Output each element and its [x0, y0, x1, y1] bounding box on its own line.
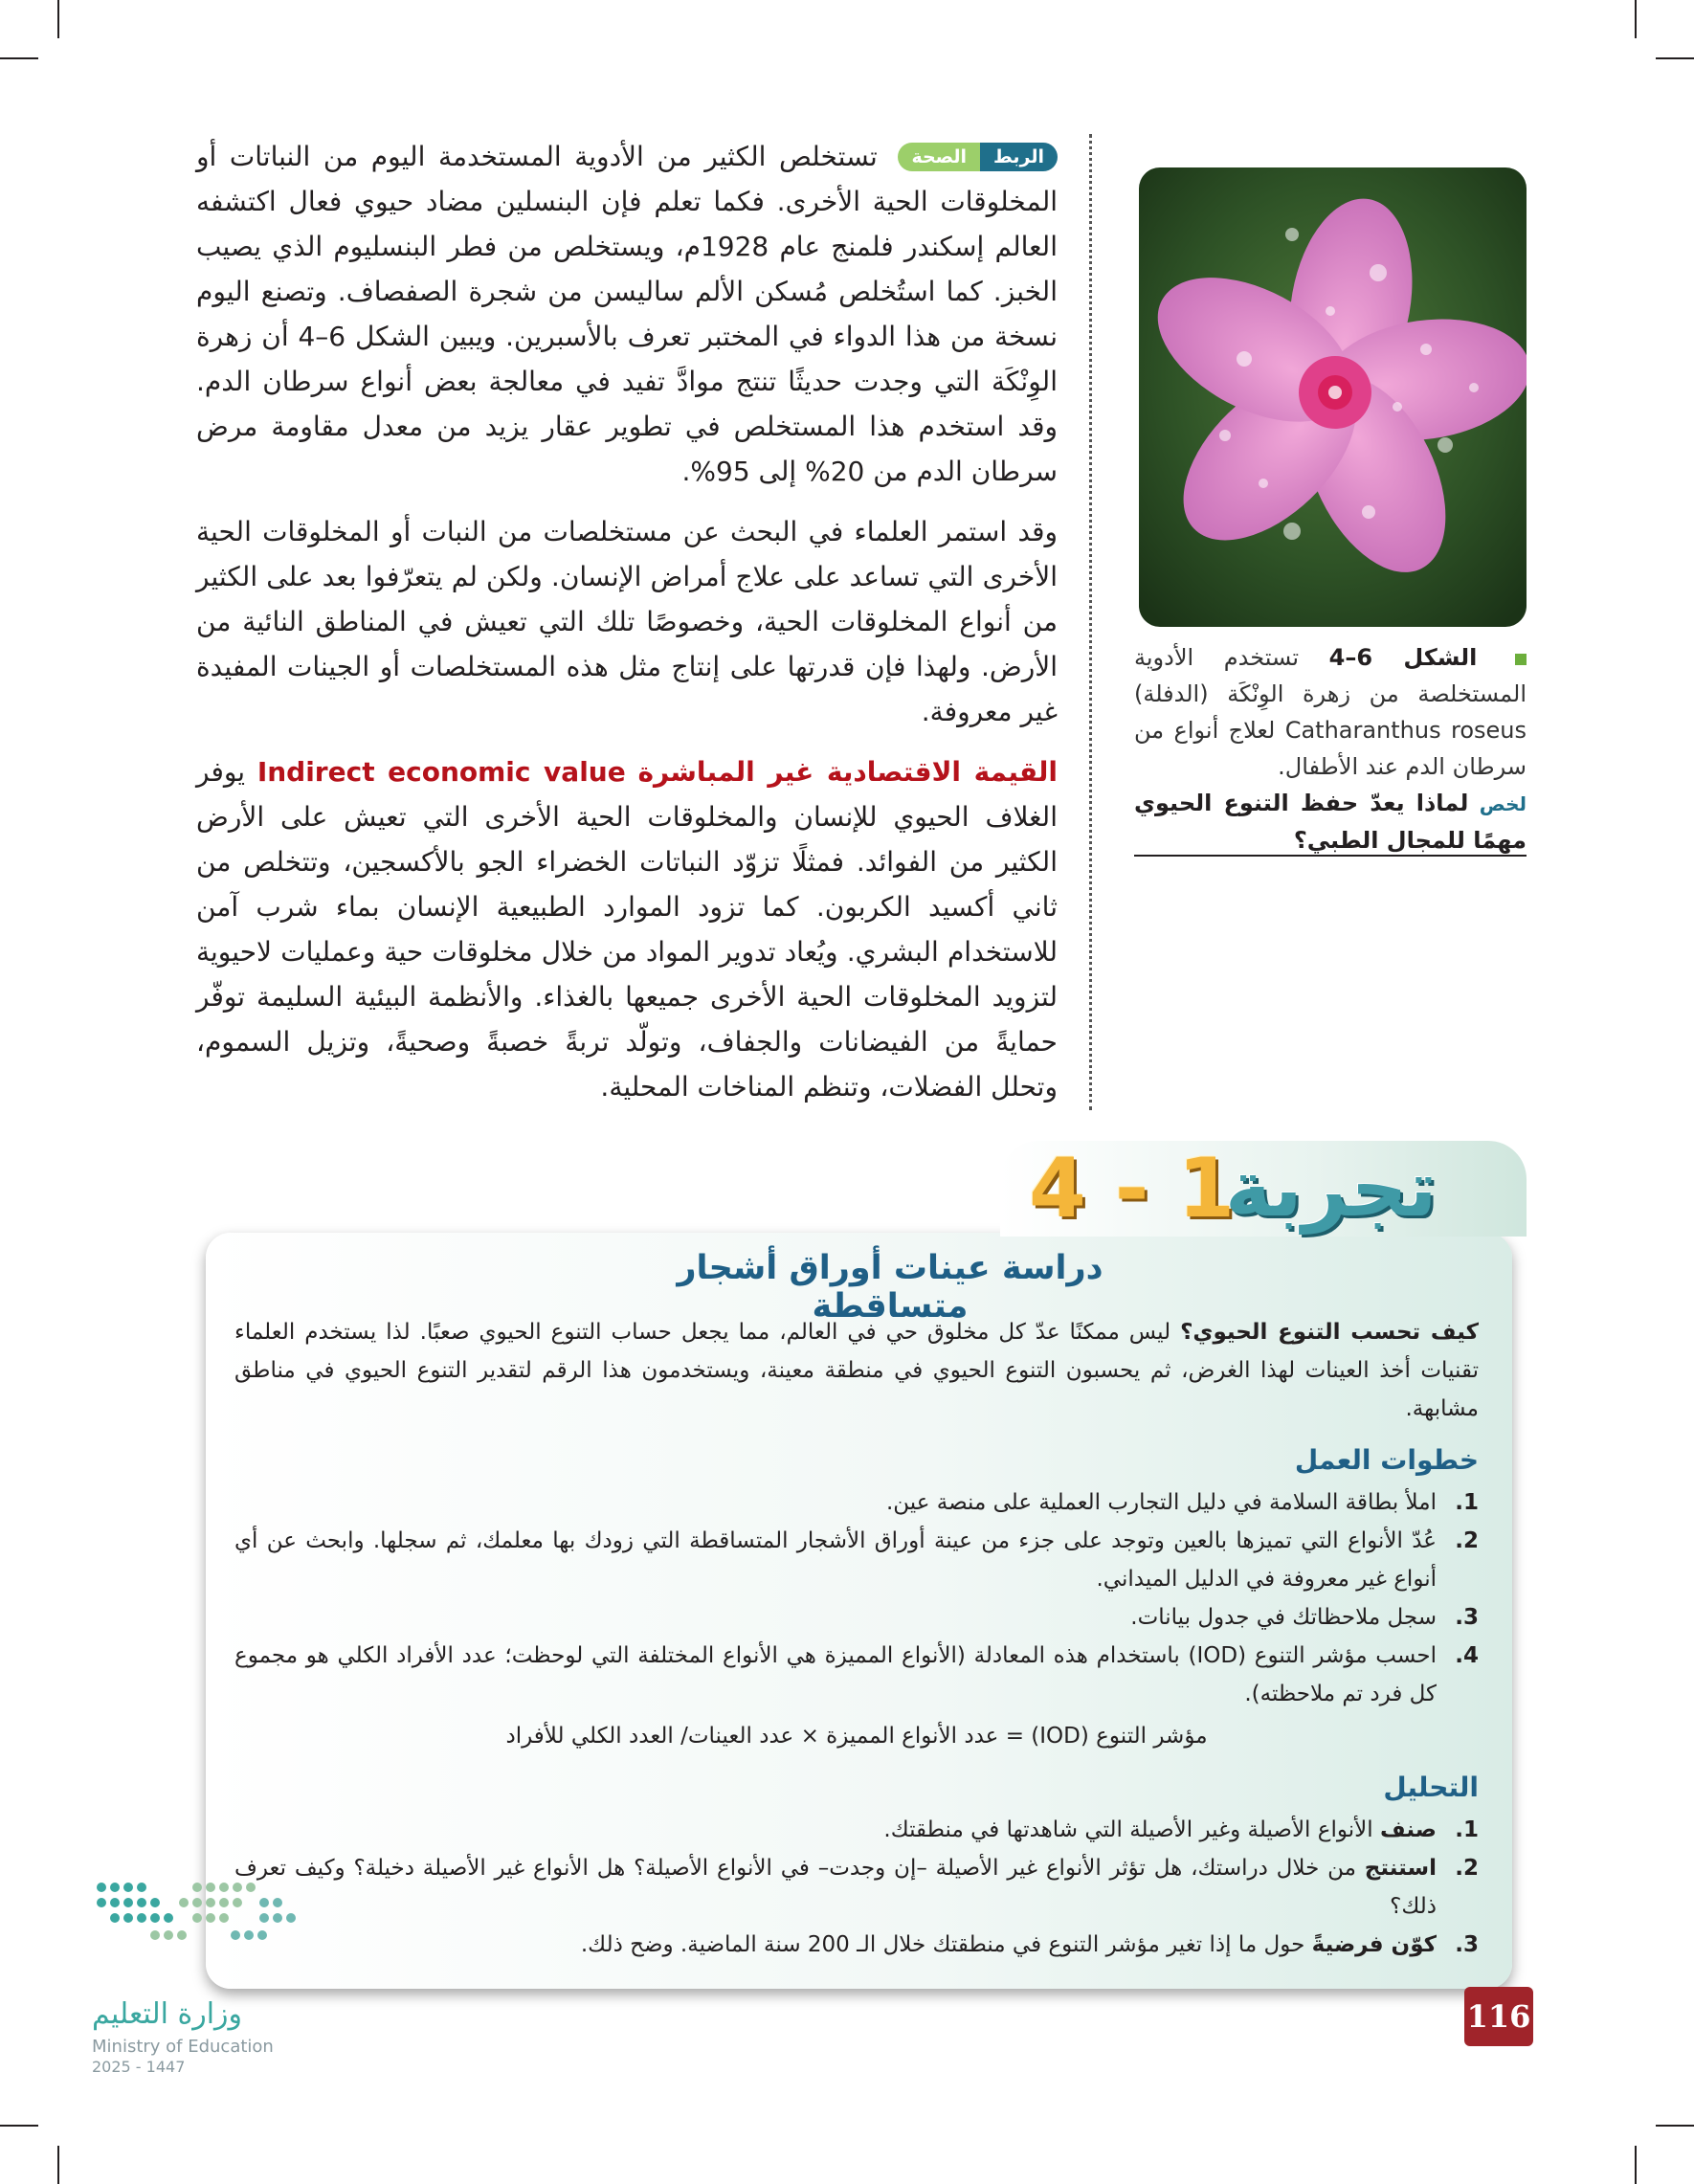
paragraph-indirect-value	[196, 749, 1058, 1109]
paragraph-research: وقد استمر العلماء في البحث عن مستخلصات من النبات أو المخلوقات الحية الأخرى التي تساعد على علاج أمراض الإنسان. ولكن لم يتعرّفوا بعد على الكثير من أنواع المخلوقات الحية، وخصوصًا تلك التي تعيش في المناطق النائية من الأرض. ولهذا فإن قدرتها على إنتاج مثل هذه المستخلصات أو الجينات المفيدة غير معروفة.	[196, 516, 1058, 727]
column-divider	[1089, 134, 1092, 1110]
paragraph-1-text: تستخلص الكثير من الأدوية المستخدمة اليوم من النباتات أو المخلوقات الحية الأخرى. فكما تعلم فإن البنسلين مضاد حيوي فعال اكتشفه العالم إسكندر فلمنج عام 1928م، ويستخلص من فطر البنسليوم الذي يصيب الخبز. كما استُخلص مُسكن الألم ساليسن من شجرة الصفصاف. وتصنع اليوم نسخة من هذا الدواء في المختبر تعرف بالأسبرين. ويبين الشكل 6–4 أن زهرة الوِنْكَة التي وجدت حديثًا تنتج موادَّ تفيد في معالجة بعض أنواع سرطان الدم. وقد استخدم هذا المستخلص في تطوير عقار يزيد من معدل مقاومة مرض سرطان الدم من 20% إلى 95%.	[196, 141, 1058, 487]
lab-number: 4 - 1	[1029, 1141, 1236, 1237]
analysis-item	[234, 1926, 1479, 1964]
analysis-verb: صنف	[1379, 1817, 1437, 1842]
step-text: احسب مؤشر التنوع (IOD) باستخدام هذه المعادلة (الأنواع المميزة هي الأنواع المختلفة التي لوحظت؛ عدد الأفراد الكلي هو مجموع كل فرد تم ملاحظته).	[234, 1643, 1437, 1706]
figure-label: الشكل 6–4	[1328, 644, 1478, 671]
procedure-step	[234, 1637, 1479, 1713]
indirect-term-en: Indirect economic value	[256, 756, 626, 788]
crop-mark	[1656, 57, 1694, 59]
main-text-column	[196, 134, 1058, 1125]
lab-word: تجربة	[1225, 1144, 1438, 1235]
step-number: 3.	[1455, 1605, 1479, 1630]
iod-formula: مؤشر التنوع (IOD) = عدد الأنواع المميزة × عدد العينات/ العدد الكلي للأفراد	[505, 1724, 1208, 1749]
step-text: عُدّ الأنواع التي تميزها بالعين وتوجد على جزء من عينة أوراق الأشجار المتساقطة التي زودك بها معلمك، ثم سجلها. وابحث عن أي أنواع غير معروفة في الدليل الميداني.	[234, 1528, 1437, 1592]
procedure-step	[234, 1598, 1479, 1637]
connect-health-badge	[898, 143, 1058, 171]
lab-body	[234, 1313, 1479, 1964]
ministry-name-en: Ministry of Education	[92, 2037, 274, 2057]
step-number: 1.	[1455, 1490, 1479, 1515]
page-number: 116	[1464, 1987, 1533, 2046]
analysis-item	[234, 1849, 1479, 1926]
analysis-text: من خلال دراستك، هل تؤثر الأنواع غير الأصيلة –إن وجدت– في الأنواع الأصيلة؟ هل الأنواع غير الأصيلة دخيلة؟ وكيف تعرف ذلك؟	[234, 1856, 1437, 1919]
crop-mark	[57, 2146, 59, 2184]
crop-mark	[0, 2125, 38, 2127]
lab-intro	[234, 1313, 1479, 1428]
analysis-number: 1.	[1455, 1817, 1479, 1842]
caption-rule	[1134, 855, 1527, 857]
crop-mark	[1635, 2146, 1637, 2184]
lab-intro-text: ليس ممكنًا عدّ كل مخلوق حي في العالم، مما يجعل حساب التنوع الحيوي صعبًا. لذا يستخدم العلماء تقنيات أخذ العينات لهذا الغرض، ثم يحسبون التنوع الحيوي في منطقة معينة، ويستخدمون هذا الرقم لتقدير التنوع الحيوي في مناطق مشابهة.	[234, 1320, 1479, 1421]
analysis-verb: استنتج	[1364, 1856, 1437, 1881]
ministry-name-ar: وزارة التعليم	[92, 1997, 243, 2031]
lab-title: دراسة عينات أوراق أشجار متساقطة	[677, 1249, 1103, 1326]
crop-mark	[1635, 0, 1637, 38]
ministry-year: 2025 - 1447	[92, 2058, 186, 2076]
badge-health: الصحة	[898, 143, 980, 171]
analysis-text: الأنواع الأصيلة وغير الأصيلة التي شاهدتها في منطقتك.	[883, 1817, 1373, 1842]
analysis-number: 2.	[1455, 1856, 1479, 1881]
procedure-heading: خطوات العمل	[1294, 1444, 1479, 1476]
summarize-tag: لخص	[1479, 792, 1527, 815]
badge-connect: الربط	[980, 143, 1058, 171]
step-text: سجل ملاحظاتك في جدول بيانات.	[1130, 1605, 1437, 1630]
step-number: 2.	[1455, 1528, 1479, 1553]
step-text: املأ بطاقة السلامة في دليل التجارب العملية على منصة عين.	[885, 1490, 1437, 1515]
analysis-text: حول ما إذا تغير مؤشر التنوع في منطقتك خلال الـ 200 سنة الماضية. وضح ذلك.	[580, 1932, 1305, 1957]
paragraph-3-text: يوفر الغلاف الحيوي للإنسان والمخلوقات الحية الأخرى التي تعيش على الأرض الكثير من الفوائد. فمثلًا تزوّد النباتات الخضراء الجو بالأكسجين، وتتخلص من ثاني أكسيد الكربون. كما تزود الموارد الطبيعية الإنسان بماء شرب آمن للاستخدام البشري. ويُعاد تدوير المواد من خلال مخلوقات حية وعمليات لاحيوية لتزويد المخلوقات الحية الأخرى جميعها بالغذاء. والأنظمة البيئية السليمة توفّر حمايةً من الفيضانات والجفاف، وتولّد تربةً خصبةً وصحيةً، وتزيل السموم، وتحلل الفضلات، وتنظم المناخات المحلية.	[196, 756, 1058, 1103]
indirect-term-ar: القيمة الاقتصادية غير المباشرة	[637, 756, 1059, 788]
crop-mark	[1656, 2125, 1694, 2127]
catharanthus-flower-photo	[1139, 167, 1527, 627]
caption-bullet	[1515, 654, 1527, 665]
figure-caption	[1134, 639, 1527, 858]
paragraph-medicine	[196, 134, 1058, 494]
analysis-heading: التحليل	[1383, 1772, 1479, 1803]
analysis-number: 3.	[1455, 1932, 1479, 1957]
caption-text: تستخدم الأدوية المستخلصة من زهرة الوِنْكَة (الدفلة) Catharanthus roseus لعلاج أنواع من سرطان الدم عند الأطفال.	[1134, 644, 1527, 780]
procedure-step	[234, 1483, 1479, 1522]
step-number: 4.	[1455, 1643, 1479, 1668]
ministry-logo-icon	[92, 1868, 302, 1993]
lab-intro-lead: كيف تحسب التنوع الحيوي؟	[1180, 1320, 1479, 1345]
crop-mark	[57, 0, 59, 38]
crop-mark	[0, 57, 38, 59]
procedure-step	[234, 1522, 1479, 1598]
caption-question: لماذا يعدّ حفظ التنوع الحيوي مهمًا للمجال الطبي؟	[1134, 790, 1527, 854]
analysis-item	[234, 1811, 1479, 1849]
analysis-verb: كوّن فرضيةً	[1311, 1932, 1437, 1957]
